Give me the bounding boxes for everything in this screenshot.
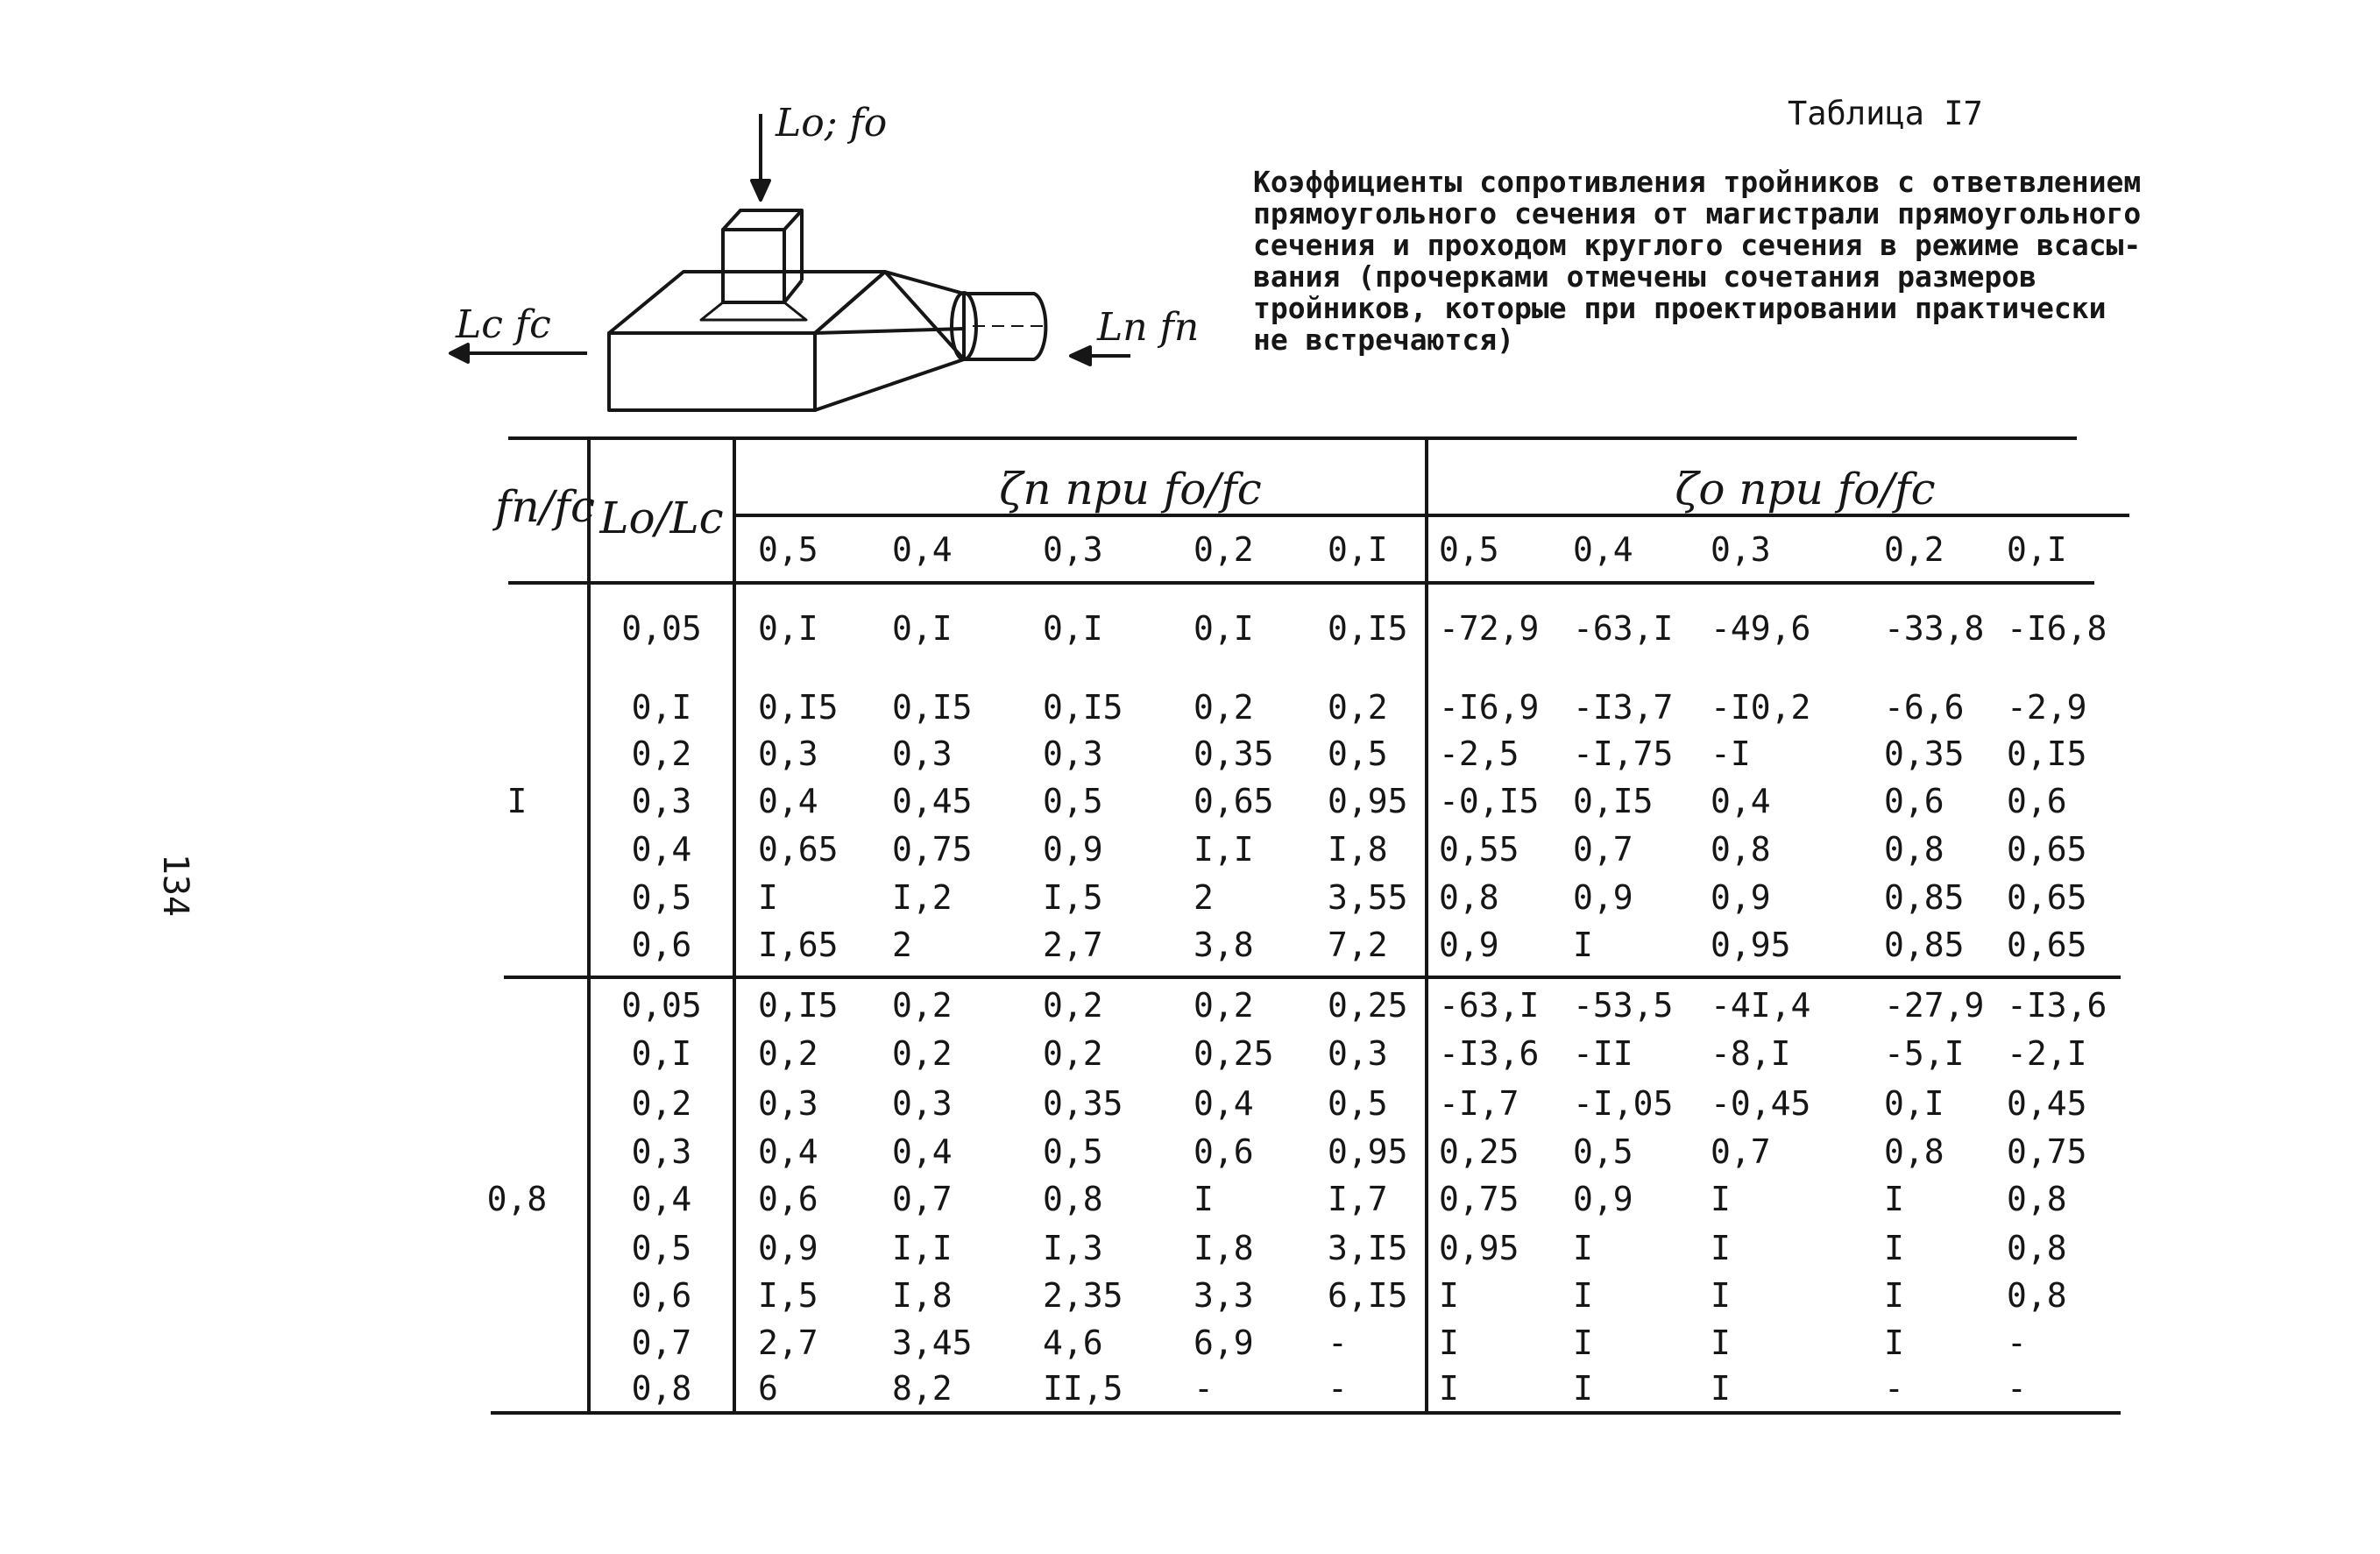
cell-zeta-branch: 0,I5 [1573, 782, 1654, 820]
cell-zeta-pass: 3,3 [1194, 1276, 1254, 1315]
cell-zeta-branch: I [1439, 1369, 1459, 1408]
cell-zeta-branch: I [1573, 1276, 1593, 1315]
cell-zeta-pass: 0,2 [1194, 986, 1254, 1025]
cell-zeta-pass: 3,55 [1328, 878, 1408, 917]
cell-zeta-pass: I,5 [1043, 878, 1103, 917]
cell-zeta-branch: -5,I [1884, 1034, 1965, 1073]
cell-zeta-branch: -8,I [1711, 1034, 1791, 1073]
cell-zeta-branch: 0,65 [2007, 878, 2087, 917]
cell-zeta-branch: - [2007, 1369, 2027, 1408]
cell-zeta-branch: 0,65 [2007, 926, 2087, 964]
cell-zeta-branch: -27,9 [1884, 986, 1985, 1025]
cell-zeta-pass: 0,3 [758, 734, 818, 773]
cell-zeta-branch: -II [1573, 1034, 1633, 1073]
cell-zeta-pass: 0,95 [1328, 1132, 1408, 1171]
cell-zeta-pass: I,2 [892, 878, 953, 917]
cell-zeta-pass: 0,I5 [758, 688, 839, 727]
subheader-zeta-pass: 0,3 [1043, 530, 1103, 569]
cell-zeta-branch: I [1711, 1180, 1731, 1218]
cell-zeta-pass: 0,95 [1328, 782, 1408, 820]
cell-zeta-pass: 0,5 [1043, 1132, 1103, 1171]
cell-zeta-branch: 0,I [1884, 1084, 1944, 1123]
cell-zeta-pass: 0,4 [758, 1132, 818, 1171]
cell-zeta-pass: 0,3 [1328, 1034, 1388, 1073]
caption-line: прямоугольного сечения от магистрали прямоугольного [1253, 196, 2142, 231]
cell-zeta-branch: I [1884, 1276, 1904, 1315]
cell-zeta-pass: 2,7 [1043, 926, 1103, 964]
cell-zeta-pass: 6 [758, 1369, 778, 1408]
cell-zeta-pass: I,8 [1328, 830, 1388, 869]
cell-zeta-branch: 0,9 [1711, 878, 1771, 917]
cell-zeta-pass: 7,2 [1328, 926, 1388, 964]
cell-zeta-pass: 0,2 [1043, 1034, 1103, 1073]
cell-zeta-pass: 0,I5 [892, 688, 973, 727]
cell-zeta-pass: 0,I5 [1043, 688, 1123, 727]
cell-zeta-pass: I,I [892, 1229, 953, 1267]
cell-zeta-pass: 0,6 [1194, 1132, 1254, 1171]
row-label-lo-lc: 0,8 [631, 1369, 692, 1408]
cell-zeta-branch: I [1573, 1369, 1593, 1408]
cell-zeta-pass: I [1194, 1180, 1214, 1218]
cell-zeta-pass: 0,4 [1194, 1084, 1254, 1123]
cell-zeta-branch: 0,7 [1711, 1132, 1771, 1171]
cell-zeta-pass: 0,I [1043, 609, 1103, 648]
cell-zeta-branch: -I6,8 [2007, 609, 2107, 648]
cell-zeta-branch: - [1884, 1369, 1904, 1408]
cell-zeta-branch: -I6,9 [1439, 688, 1540, 727]
cell-zeta-branch: -63,I [1573, 609, 1674, 648]
caption-line: сечения и проходом круглого сечения в режиме всасы- [1253, 228, 2142, 262]
cell-zeta-pass: 0,2 [1043, 986, 1103, 1025]
subheader-zeta-pass: 0,5 [758, 530, 818, 569]
cell-zeta-branch: I [1884, 1323, 1904, 1362]
cell-zeta-pass: 0,4 [758, 782, 818, 820]
cell-zeta-pass: I,8 [1194, 1229, 1254, 1267]
cell-zeta-branch: I [1884, 1229, 1904, 1267]
cell-zeta-pass: I,8 [892, 1276, 953, 1315]
cell-zeta-branch: -33,8 [1884, 609, 1985, 648]
row-label-lo-lc: 0,4 [631, 830, 692, 869]
cell-zeta-branch: 0,6 [2007, 782, 2067, 820]
cell-zeta-branch: -2,9 [2007, 688, 2087, 727]
cell-zeta-branch: -I3,6 [1439, 1034, 1540, 1073]
header-zeta-pass: ζп при fo/fc [999, 464, 1262, 514]
row-label-lo-lc: 0,4 [631, 1180, 692, 1218]
subheader-zeta-branch: 0,3 [1711, 530, 1771, 569]
cell-zeta-branch: - [2007, 1323, 2027, 1362]
cell-zeta-branch: 0,25 [1439, 1132, 1519, 1171]
page-number: 134 [155, 853, 195, 918]
cell-zeta-branch: 0,65 [2007, 830, 2087, 869]
cell-zeta-branch: -63,I [1439, 986, 1540, 1025]
cell-zeta-branch: 0,5 [1573, 1132, 1633, 1171]
cell-zeta-branch: -I3,6 [2007, 986, 2107, 1025]
cell-zeta-branch: 0,8 [1439, 878, 1499, 917]
cell-zeta-branch: -53,5 [1573, 986, 1674, 1025]
cell-zeta-pass: 0,25 [1194, 1034, 1274, 1073]
subheader-zeta-branch: 0,4 [1573, 530, 1633, 569]
cell-zeta-pass: 0,4 [892, 1132, 953, 1171]
group-label-fp-fc: I [506, 782, 528, 820]
branch-flow-label: Lo; fo [776, 101, 888, 145]
cell-zeta-pass: 0,65 [1194, 782, 1274, 820]
cell-zeta-branch: -0,45 [1711, 1084, 1811, 1123]
pass-flow-label: Lп fп [1097, 305, 1200, 350]
cell-zeta-branch: 0,8 [1884, 1132, 1944, 1171]
cell-zeta-pass: 2 [1194, 878, 1214, 917]
cell-zeta-branch: 0,95 [1711, 926, 1791, 964]
cell-zeta-pass: 0,9 [1043, 830, 1103, 869]
row-label-lo-lc: 0,5 [631, 1229, 692, 1267]
cell-zeta-pass: 0,25 [1328, 986, 1408, 1025]
cell-zeta-pass: 8,2 [892, 1369, 953, 1408]
row-label-lo-lc: 0,3 [631, 1132, 692, 1171]
cell-zeta-branch: I [1884, 1180, 1904, 1218]
header-lo-lc: Lo/Lc [599, 493, 724, 543]
cell-zeta-branch: I [1573, 1323, 1593, 1362]
cell-zeta-branch: I [1711, 1276, 1731, 1315]
cell-zeta-branch: 0,I5 [2007, 734, 2087, 773]
row-label-lo-lc: 0,3 [631, 782, 692, 820]
cell-zeta-pass: I [758, 878, 778, 917]
row-label-lo-lc: 0,I [631, 688, 692, 727]
cell-zeta-branch: 0,9 [1573, 878, 1633, 917]
cell-zeta-pass: 0,I [1194, 609, 1254, 648]
cell-zeta-pass: 0,2 [892, 986, 953, 1025]
cell-zeta-pass: - [1328, 1323, 1348, 1362]
cell-zeta-pass: 0,2 [1194, 688, 1254, 727]
cell-zeta-branch: -6,6 [1884, 688, 1965, 727]
cell-zeta-pass: 0,5 [1043, 782, 1103, 820]
cell-zeta-pass: 0,I5 [1328, 609, 1408, 648]
combined-flow-label: Lc fc [456, 302, 551, 347]
cell-zeta-branch: -2,5 [1439, 734, 1519, 773]
cell-zeta-branch: I [1439, 1276, 1459, 1315]
cell-zeta-branch: 0,9 [1439, 926, 1499, 964]
cell-zeta-branch: I [1573, 1229, 1593, 1267]
cell-zeta-pass: 0,3 [758, 1084, 818, 1123]
cell-zeta-pass: 0,7 [892, 1180, 953, 1218]
cell-zeta-branch: 0,7 [1573, 830, 1633, 869]
caption-line: Коэффициенты сопротивления тройников с ответвлением [1253, 165, 2142, 199]
cell-zeta-branch: 0,4 [1711, 782, 1771, 820]
cell-zeta-pass: 6,9 [1194, 1323, 1254, 1362]
cell-zeta-branch: I [1711, 1229, 1731, 1267]
cell-zeta-branch: I [1711, 1323, 1731, 1362]
cell-zeta-pass: 3,I5 [1328, 1229, 1408, 1267]
row-label-lo-lc: 0,2 [631, 734, 692, 773]
group-label-fp-fc: 0,8 [486, 1180, 548, 1218]
row-label-lo-lc: 0,I [631, 1034, 692, 1073]
cell-zeta-pass: - [1328, 1369, 1348, 1408]
cell-zeta-pass: 3,8 [1194, 926, 1254, 964]
cell-zeta-pass: 0,6 [758, 1180, 818, 1218]
cell-zeta-branch: -I0,2 [1711, 688, 1811, 727]
cell-zeta-branch: 0,8 [1711, 830, 1771, 869]
cell-zeta-pass: 0,3 [892, 1084, 953, 1123]
row-label-lo-lc: 0,6 [631, 926, 692, 964]
cell-zeta-branch: I [1439, 1323, 1459, 1362]
header-zeta-branch: ζo при fo/fc [1675, 464, 1936, 514]
cell-zeta-branch: -I,05 [1573, 1084, 1674, 1123]
cell-zeta-pass: 6,I5 [1328, 1276, 1408, 1315]
cell-zeta-branch: -I,7 [1439, 1084, 1519, 1123]
cell-zeta-pass: I,I [1194, 830, 1254, 869]
cell-zeta-pass: 0,3 [1043, 734, 1103, 773]
cell-zeta-pass: I,3 [1043, 1229, 1103, 1267]
row-label-lo-lc: 0,05 [621, 609, 702, 648]
cell-zeta-pass: 0,I5 [758, 986, 839, 1025]
cell-zeta-branch: 0,35 [1884, 734, 1965, 773]
cell-zeta-branch: -0,I5 [1439, 782, 1540, 820]
cell-zeta-pass: 0,45 [892, 782, 973, 820]
cell-zeta-branch: 0,95 [1439, 1229, 1519, 1267]
cell-zeta-branch: 0,75 [1439, 1180, 1519, 1218]
cell-zeta-pass: 0,8 [1043, 1180, 1103, 1218]
cell-zeta-pass: 0,3 [892, 734, 953, 773]
cell-zeta-branch: 0,6 [1884, 782, 1944, 820]
cell-zeta-pass: 0,5 [1328, 734, 1388, 773]
cell-zeta-branch: 0,8 [2007, 1229, 2067, 1267]
cell-zeta-pass: 4,6 [1043, 1323, 1103, 1362]
cell-zeta-pass: 0,35 [1194, 734, 1274, 773]
cell-zeta-pass: 0,I [758, 609, 818, 648]
cell-zeta-pass: - [1194, 1369, 1214, 1408]
row-label-lo-lc: 0,05 [621, 986, 702, 1025]
row-label-lo-lc: 0,7 [631, 1323, 692, 1362]
subheader-zeta-pass: 0,I [1328, 530, 1388, 569]
cell-zeta-pass: 2,7 [758, 1323, 818, 1362]
table-title: Таблица I7 [1788, 95, 1983, 132]
cell-zeta-branch: I [1711, 1369, 1731, 1408]
cell-zeta-pass: 0,65 [758, 830, 839, 869]
row-label-lo-lc: 0,2 [631, 1084, 692, 1123]
row-label-lo-lc: 0,6 [631, 1276, 692, 1315]
cell-zeta-pass: 0,2 [1328, 688, 1388, 727]
cell-zeta-pass: 0,2 [892, 1034, 953, 1073]
caption-line: тройников, которые при проектировании практически [1253, 291, 2107, 325]
cell-zeta-branch: -4I,4 [1711, 986, 1811, 1025]
cell-zeta-pass: II,5 [1043, 1369, 1123, 1408]
cell-zeta-branch: -49,6 [1711, 609, 1811, 648]
cell-zeta-branch: -I3,7 [1573, 688, 1674, 727]
cell-zeta-pass: 0,35 [1043, 1084, 1123, 1123]
cell-zeta-branch: 0,55 [1439, 830, 1519, 869]
cell-zeta-branch: 0,85 [1884, 878, 1965, 917]
cell-zeta-branch: I [1573, 926, 1593, 964]
cell-zeta-branch: 0,8 [1884, 830, 1944, 869]
cell-zeta-branch: 0,85 [1884, 926, 1965, 964]
cell-zeta-pass: I,7 [1328, 1180, 1388, 1218]
cell-zeta-branch: 0,8 [2007, 1180, 2067, 1218]
cell-zeta-branch: -I [1711, 734, 1751, 773]
row-label-lo-lc: 0,5 [631, 878, 692, 917]
cell-zeta-pass: 3,45 [892, 1323, 973, 1362]
subheader-zeta-branch: 0,5 [1439, 530, 1499, 569]
cell-zeta-pass: 2,35 [1043, 1276, 1123, 1315]
cell-zeta-pass: 0,2 [758, 1034, 818, 1073]
subheader-zeta-branch: 0,I [2007, 530, 2067, 569]
cell-zeta-branch: 0,8 [2007, 1276, 2067, 1315]
cell-zeta-branch: 0,75 [2007, 1132, 2087, 1171]
cell-zeta-pass: 0,75 [892, 830, 973, 869]
cell-zeta-pass: 2 [892, 926, 912, 964]
cell-zeta-branch: 0,9 [1573, 1180, 1633, 1218]
cell-zeta-pass: 0,I [892, 609, 953, 648]
cell-zeta-pass: I,5 [758, 1276, 818, 1315]
subheader-zeta-pass: 0,4 [892, 530, 953, 569]
caption-line: не встречаются) [1253, 323, 1515, 357]
cell-zeta-branch: -I,75 [1573, 734, 1674, 773]
cell-zeta-pass: 0,5 [1328, 1084, 1388, 1123]
cell-zeta-branch: 0,45 [2007, 1084, 2087, 1123]
header-fp-fc: fп/fc [494, 481, 596, 532]
cell-zeta-pass: I,65 [758, 926, 839, 964]
subheader-zeta-branch: 0,2 [1884, 530, 1944, 569]
cell-zeta-branch: -2,I [2007, 1034, 2087, 1073]
caption-line: вания (прочерками отмечены сочетания размеров [1253, 259, 2037, 294]
cell-zeta-pass: 0,9 [758, 1229, 818, 1267]
subheader-zeta-pass: 0,2 [1194, 530, 1254, 569]
cell-zeta-branch: -72,9 [1439, 609, 1540, 648]
